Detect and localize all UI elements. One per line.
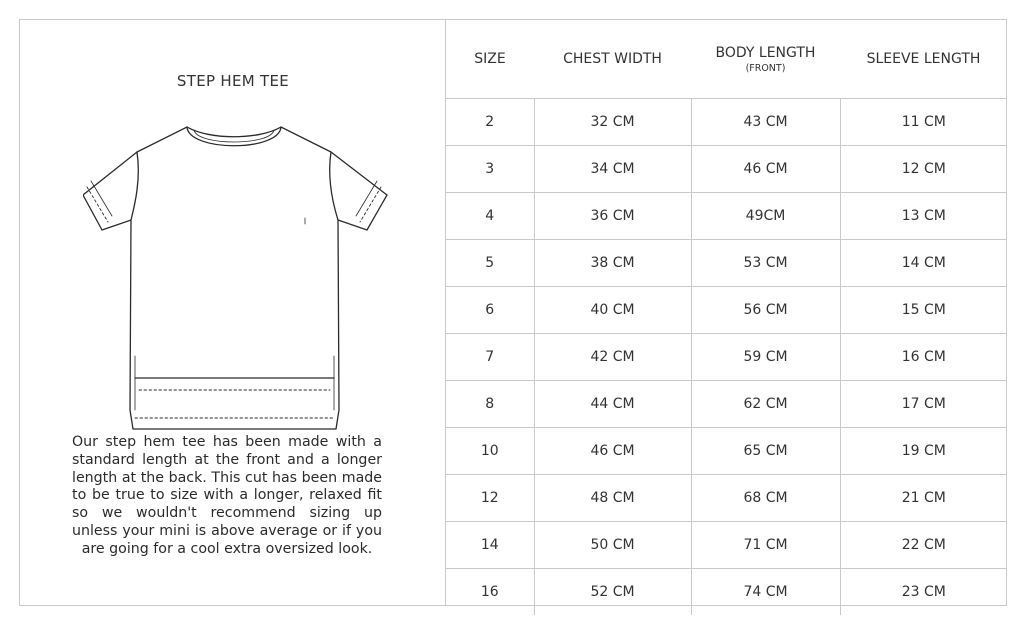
cell-size: 5 [446, 240, 534, 287]
cell-size: 16 [446, 569, 534, 616]
cell-size: 14 [446, 522, 534, 569]
table-row [446, 193, 1007, 240]
cell-chest-width: 52 CM [534, 569, 691, 616]
header-sleeve-length: SLEEVE LENGTH [866, 51, 981, 67]
cell-chest-width: 42 CM [534, 334, 691, 381]
cell-chest-width: 48 CM [534, 475, 691, 522]
cell-body-length: 68 CM [691, 475, 840, 522]
cell-body-length: 62 CM [691, 381, 840, 428]
size-chart-header-row [446, 20, 1007, 99]
cell-sleeve-length: 13 CM [840, 193, 1007, 240]
cell-sleeve-length: 17 CM [840, 381, 1007, 428]
cell-body-length: 71 CM [691, 522, 840, 569]
product-description: Our step hem tee has been made with a standard length at the front and a longer length at the back. This cut has been made to be true to size with a longer, relaxed fit so we wouldn't recommend sizing up unless your mini is above average or if you are going for a cool extra oversized look. [72, 434, 382, 557]
table-row [446, 240, 1007, 287]
table-row [446, 146, 1007, 193]
cell-chest-width: 38 CM [534, 240, 691, 287]
cell-size: 6 [446, 287, 534, 334]
table-row [446, 522, 1007, 569]
table-row [446, 334, 1007, 381]
cell-sleeve-length: 16 CM [840, 334, 1007, 381]
header-body-length-label: BODY LENGTH [715, 44, 816, 61]
cell-size: 8 [446, 381, 534, 428]
cell-sleeve-length: 11 CM [840, 99, 1007, 146]
cell-body-length: 46 CM [691, 146, 840, 193]
cell-size: 10 [446, 428, 534, 475]
product-panel [20, 20, 446, 605]
header-chest-width: CHEST WIDTH [563, 51, 662, 67]
table-row [446, 99, 1007, 146]
cell-sleeve-length: 15 CM [840, 287, 1007, 334]
cell-body-length: 49CM [691, 193, 840, 240]
header-size: SIZE [474, 51, 506, 67]
cell-chest-width: 50 CM [534, 522, 691, 569]
table-row [446, 428, 1007, 475]
cell-chest-width: 36 CM [534, 193, 691, 240]
cell-sleeve-length: 21 CM [840, 475, 1007, 522]
cell-chest-width: 34 CM [534, 146, 691, 193]
tshirt-line-drawing-icon [83, 124, 388, 432]
cell-size: 2 [485, 114, 495, 130]
table-row [446, 287, 1007, 334]
cell-size: 7 [446, 334, 534, 381]
size-chart-table [446, 20, 1007, 615]
cell-sleeve-length: 19 CM [840, 428, 1007, 475]
cell-body-length: 43 CM [691, 99, 840, 146]
cell-chest-width: 32 CM [534, 99, 691, 146]
cell-body-length: 65 CM [691, 428, 840, 475]
cell-sleeve-length: 14 CM [840, 240, 1007, 287]
cell-size: 3 [446, 146, 534, 193]
cell-body-length: 53 CM [691, 240, 840, 287]
header-body-length-note: (FRONT) [745, 62, 786, 74]
table-row [446, 569, 1007, 616]
cell-sleeve-length: 23 CM [840, 569, 1007, 616]
product-title: STEP HEM TEE [176, 72, 290, 90]
cell-body-length: 74 CM [691, 569, 840, 616]
cell-body-length: 56 CM [691, 287, 840, 334]
size-guide-frame [19, 19, 1007, 606]
cell-sleeve-length: 12 CM [840, 146, 1007, 193]
cell-body-length: 59 CM [691, 334, 840, 381]
table-row [446, 475, 1007, 522]
cell-sleeve-length: 22 CM [840, 522, 1007, 569]
cell-chest-width: 46 CM [534, 428, 691, 475]
cell-size: 4 [446, 193, 534, 240]
cell-chest-width: 40 CM [534, 287, 691, 334]
cell-size: 12 [446, 475, 534, 522]
cell-chest-width: 44 CM [534, 381, 691, 428]
header-body-length [691, 20, 840, 99]
table-row [446, 381, 1007, 428]
